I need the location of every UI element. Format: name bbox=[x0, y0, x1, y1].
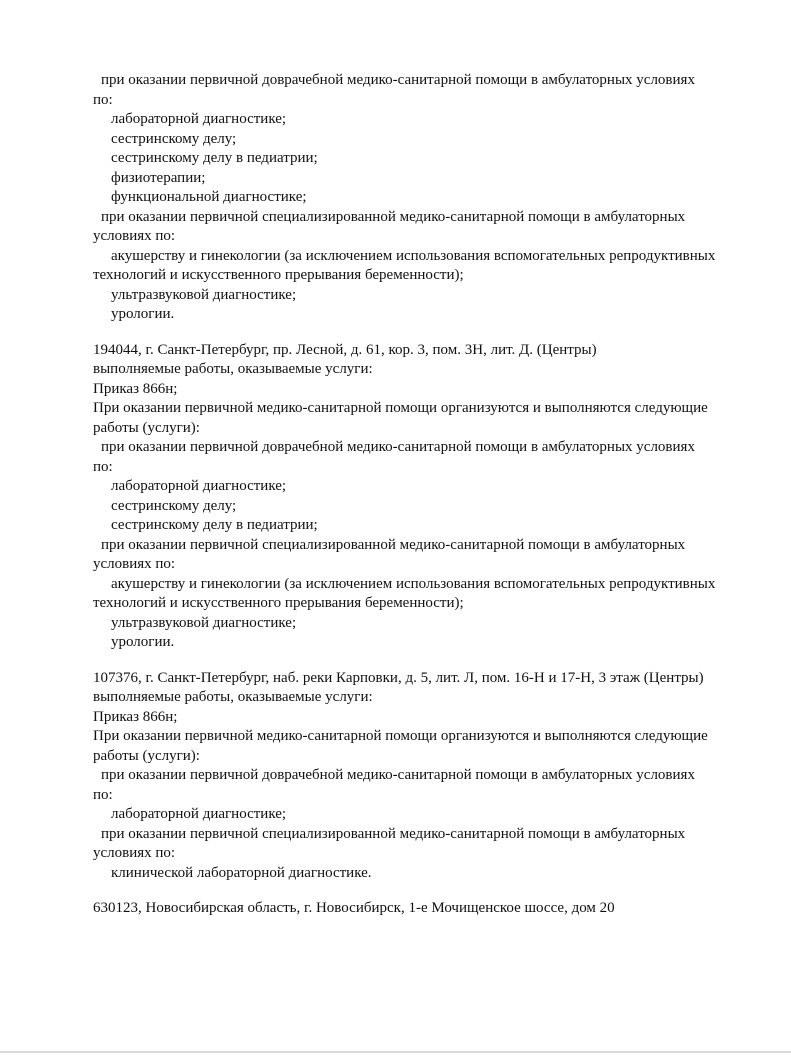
document-line: клинической лабораторной диагностике. bbox=[111, 864, 372, 881]
document-body bbox=[93, 71, 751, 919]
document-line: При оказании первичной медико-санитарной помощи организуются и выполняются следующие bbox=[93, 728, 708, 744]
document-line: ультразвуковой диагностике; bbox=[111, 286, 297, 303]
document-line: технологий и искусственного прерывания беременности); bbox=[93, 267, 464, 283]
document-line: при оказании первичной специализированной медико-санитарной помощи в амбулаторных bbox=[101, 536, 686, 553]
document-line: работы (услуги): bbox=[93, 419, 200, 436]
document-line: урологии. bbox=[111, 634, 175, 650]
document-line: 630123, Новосибирская область, г. Новосибирск, 1-е Мочищенское шоссе, дом 20 bbox=[93, 900, 615, 916]
document-line: технологий и искусственного прерывания беременности); bbox=[93, 595, 464, 611]
document-block bbox=[93, 71, 751, 325]
document-line: условиях по: bbox=[93, 845, 176, 861]
document-line: условиях по: bbox=[93, 228, 176, 244]
document-line: условиях по: bbox=[93, 556, 176, 572]
document-line: при оказании первичной доврачебной медико-санитарной помощи в амбулаторных условиях bbox=[101, 72, 695, 88]
document-block bbox=[93, 669, 751, 884]
document-line: лабораторной диагностике; bbox=[111, 478, 287, 494]
document-line: акушерству и гинекологии (за исключением использования вспомогательных репродуктивных bbox=[111, 247, 716, 264]
document-line: при оказании первичной специализированной медико-санитарной помощи в амбулаторных bbox=[101, 825, 686, 842]
document-line: сестринскому делу в педиатрии; bbox=[111, 150, 318, 166]
document-line: Приказ 866н; bbox=[93, 708, 178, 725]
document-line: урологии. bbox=[111, 306, 175, 322]
document-line: При оказании первичной медико-санитарной помощи организуются и выполняются следующие bbox=[93, 400, 708, 416]
document-line: сестринскому делу; bbox=[111, 497, 237, 514]
document-line: работы (услуги): bbox=[93, 747, 200, 764]
document-line: при оказании первичной специализированной медико-санитарной помощи в амбулаторных bbox=[101, 208, 686, 225]
document-line: лабораторной диагностике; bbox=[111, 806, 287, 822]
document-line: акушерству и гинекологии (за исключением использования вспомогательных репродуктивных bbox=[111, 575, 716, 592]
bottom-divider bbox=[0, 1051, 791, 1053]
document-line: 194044, г. Санкт-Петербург, пр. Лесной, д. 61, кор. 3, пом. 3Н, лит. Д. (Центры) bbox=[93, 341, 597, 358]
document-line: по: bbox=[93, 458, 113, 475]
document-line: ультразвуковой диагностике; bbox=[111, 614, 297, 631]
document-block bbox=[93, 899, 751, 919]
document-line: выполняемые работы, оказываемые услуги: bbox=[93, 361, 373, 377]
document-line: сестринскому делу; bbox=[111, 130, 237, 147]
document-line: функциональной диагностике; bbox=[111, 189, 307, 205]
document-line: по: bbox=[93, 91, 113, 108]
document-block bbox=[93, 341, 751, 653]
document-line: при оказании первичной доврачебной медико-санитарной помощи в амбулаторных условиях bbox=[101, 767, 695, 783]
document-line: Приказ 866н; bbox=[93, 380, 178, 397]
document-line: сестринскому делу в педиатрии; bbox=[111, 517, 318, 533]
document-line: лабораторной диагностике; bbox=[111, 111, 287, 127]
document-line: физиотерапии; bbox=[111, 169, 206, 186]
document-line: при оказании первичной доврачебной медико-санитарной помощи в амбулаторных условиях bbox=[101, 439, 695, 455]
document-line: выполняемые работы, оказываемые услуги: bbox=[93, 689, 373, 705]
document-line: 107376, г. Санкт-Петербург, наб. реки Карповки, д. 5, лит. Л, пом. 16-Н и 17-Н, 3 этаж (Центры) bbox=[93, 669, 704, 686]
document-line: по: bbox=[93, 786, 113, 803]
